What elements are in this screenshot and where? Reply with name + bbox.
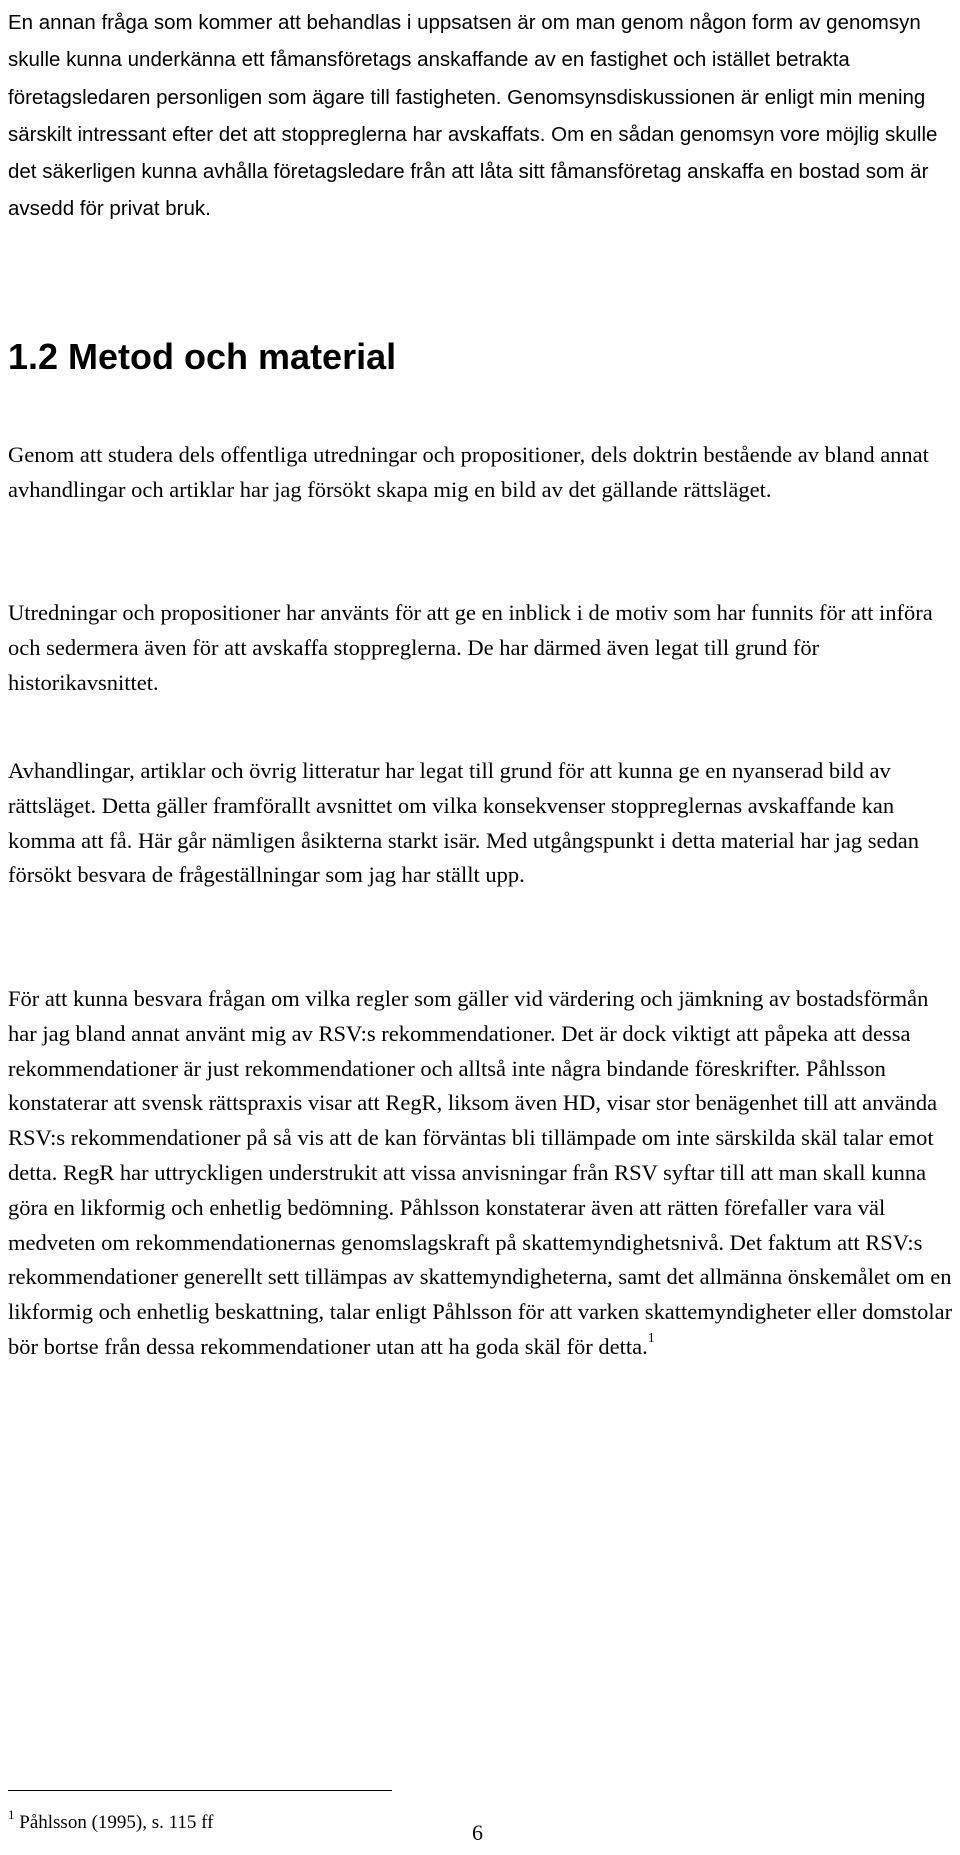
footnote-number: 1: [8, 1807, 15, 1822]
footnote-divider: [8, 1790, 392, 1791]
intro-paragraph: En annan fråga som kommer att behandlas i uppsatsen är om man genom någon form av genomsyn skulle kunna underkänna ett fåmansföretags anskaffande av en fastighet och istället betrakta företagsledaren personligen som ägare till fastigheten. Genomsynsdiskussionen är enligt min mening särskilt intressant efter det att stoppreglerna har avskaffats. Om en sådan genomsyn vore möjlig skulle det säkerligen kunna avhålla företagsledare från att låta sitt fåmansföretag anskaffa en bostad som är avsedd för privat bruk.: [8, 11, 938, 221]
method-paragraph-4-text: För att kunna besvara frågan om vilka regler som gäller vid värdering och jämkning av bostadsförmån har jag bland annat använt mig av RSV:s rekommendationer. Det är dock viktigt att påpeka att dessa rekommendationer är just rekommendationer och alltså inte några bindande föreskrifter. Påhlsson konstaterar att svensk rättspraxis visar att RegR, liksom även HD, visar stor benägenhet till att använda RSV:s rekommendationer på så vis att de kan förväntas bli tillämpade om inte särskilda skäl talar emot detta. RegR har uttryckligen understrukit att vissa anvisningar från RSV syftar till att man skall kunna göra en likformig och enhetlig bedömning. Påhlsson konstaterar även att rätten förefaller vara väl medveten om rekommendationernas genomslagskraft på skattemyndighetsnivå. Det faktum att RSV:s rekommendationer generellt sett tillämpas av skattemyndigheterna, samt det allmänna önskemålet om en likformig och enhetlig beskattning, talar enligt Påhlsson för att varken skattemyndigheter eller domstolar bör bortse från dessa rekommendationer utan att ha goda skäl för detta.: [8, 986, 953, 1359]
method-paragraph-2: Utredningar och propositioner har använts för att ge en inblick i de motiv som har funnits för att införa och sedermera även för att avskaffa stoppreglerna. De har därmed även legat till grund för historikavsnittet.: [8, 600, 933, 695]
section-heading: 1.2 Metod och material: [8, 336, 397, 377]
page-number: 6: [472, 1820, 483, 1845]
footnote-text: Påhlsson (1995), s. 115 ff: [19, 1812, 214, 1833]
method-paragraph-3: Avhandlingar, artiklar och övrig litteratur har legat till grund för att kunna ge en nyanserad bild av rättsläget. Detta gäller framförallt avsnittet om vilka konsekvenser stoppreglernas avskaffande kan komma att få. Här går nämligen åsikterna starkt isär. Med utgångspunkt i detta material har jag sedan försökt besvara de frågeställningar som jag har ställt upp.: [8, 758, 919, 888]
footnote: [8, 1808, 213, 1838]
method-paragraph-1: Genom att studera dels offentliga utredningar och propositioner, dels doktrin bestående av bland annat avhandlingar och artiklar har jag försökt skapa mig en bild av det gällande rättsläget.: [8, 442, 929, 502]
method-paragraph-4: [8, 982, 956, 1365]
footnote-reference: 1: [647, 1330, 655, 1346]
